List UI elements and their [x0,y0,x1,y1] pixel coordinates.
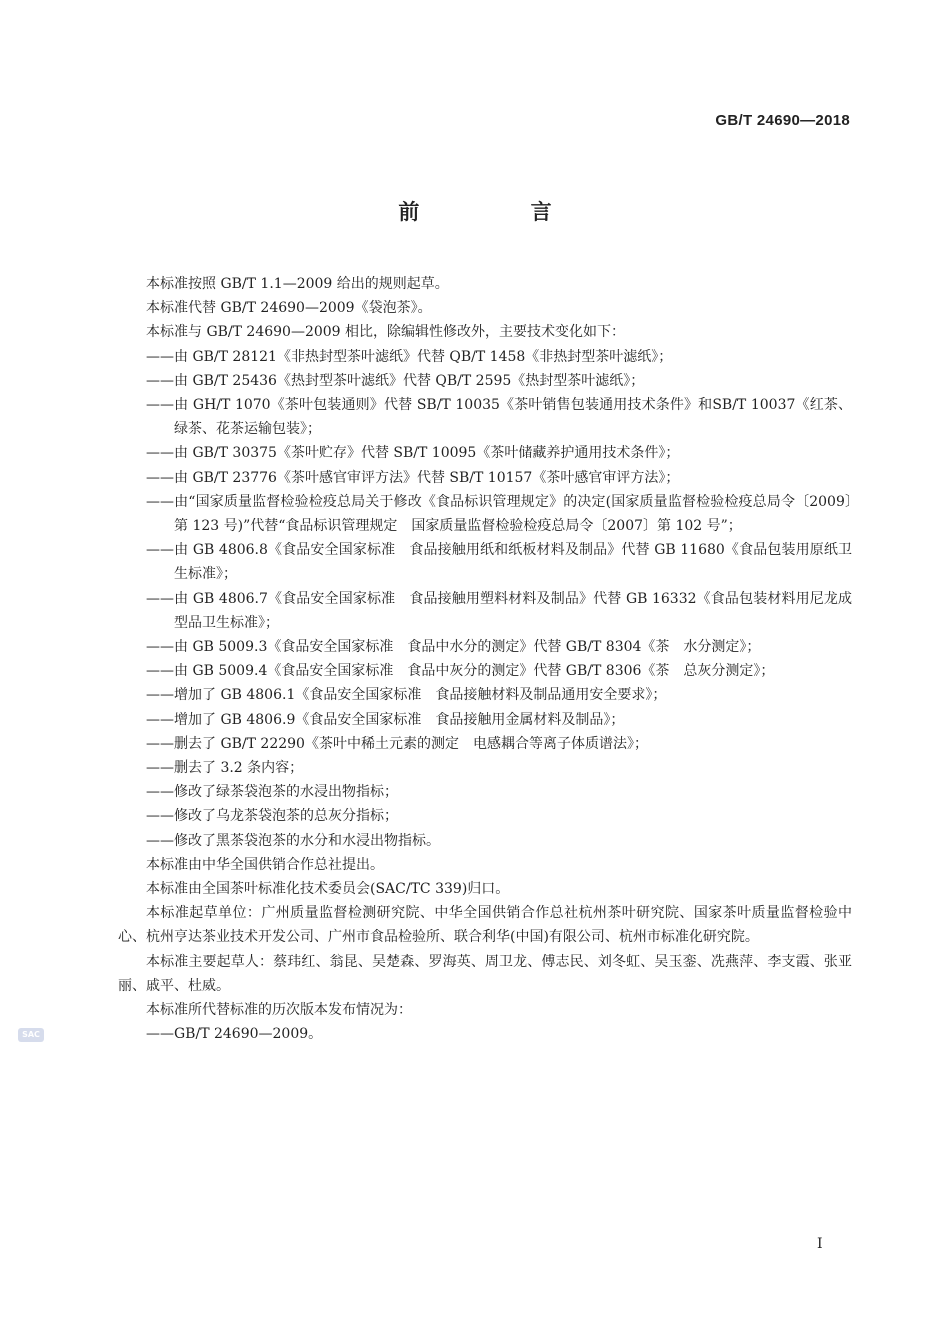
intro-paragraph: 本标准按照 GB/T 1.1—2009 给出的规则起草。 [146,276,449,292]
change-item: ——由 GB 4806.7《食品安全国家标准 食品接触用塑料材料及制品》代替 GB 16332《食品包装材料用尼龙成型品卫生标准》； [146,590,852,631]
history-intro-paragraph: 本标准所代替标准的历次版本发布情况为： [146,1002,412,1019]
change-item: ——增加了 GB 4806.1《食品安全国家标准 食品接触材料及制品通用安全要求》； [146,687,667,704]
change-item: ——删去了 GB/T 22290《茶叶中稀土元素的测定 电感耦合等离子体质谱法》； [146,735,648,752]
change-item: ——由 GB/T 25436《热封型茶叶滤纸》代替 QB/T 2595《热封型茶叶滤纸》； [146,372,645,389]
change-item: ——修改了绿茶袋泡茶的水浸出物指标； [146,784,398,801]
change-item: ——修改了乌龙茶袋泡茶的总灰分指标； [146,808,398,825]
change-item: ——由 GH/T 1070《茶叶包装通则》代替 SB/T 10035《茶叶销售包装通用技术条件》和SB/T 10037《红茶、绿茶、花茶运输包装》； [146,397,852,438]
change-item: ——增加了 GB 4806.9《食品安全国家标准 食品接触用金属材料及制品》； [146,711,625,728]
change-item: ——由 GB/T 23776《茶叶感官审评方法》代替 SB/T 10157《茶叶感官审评方法》； [146,469,680,486]
foreword-body [118,272,852,1047]
centralized-by-paragraph: 本标准由全国茶叶标准化技术委员会(SAC/TC 339)归口。 [146,881,510,898]
history-item: ——GB/T 24690—2009。 [146,1026,323,1043]
change-item: ——由 GB 5009.4《食品安全国家标准 食品中灰分的测定》代替 GB/T 8306《茶 总灰分测定》； [146,663,775,680]
drafters-paragraph: 本标准主要起草人：蔡玮红、翁昆、吴楚森、罗海英、周卫龙、傅志民、刘冬虹、吴玉銮、冼燕萍、李支霞、张亚丽、戚平、杜威。 [118,953,852,994]
page-title: 前 言 [398,200,604,224]
change-item: ——由 GB 4806.8《食品安全国家标准 食品接触用纸和纸板材料及制品》代替 GB 11680《食品包装用原纸卫生标准》； [146,542,852,583]
change-item: ——由 GB/T 30375《茶叶贮存》代替 SB/T 10095《茶叶储藏养护通用技术条件》； [146,445,680,462]
standard-code: GB/T 24690—2018 [715,112,850,129]
change-item: ——由“国家质量监督检验检疫总局关于修改《食品标识管理规定》的决定(国家质量监督检验检疫总局令〔2009〕第 123 号)”代替“食品标识管理规定 国家质量监督检验检疫总局令〔2007〕第 102 号”； [146,493,852,535]
proposed-by-paragraph: 本标准由中华全国供销合作总社提出。 [146,856,384,873]
sac-watermark-logo: SAC [18,1028,44,1042]
intro-paragraph: 本标准与 GB/T 24690—2009 相比，除编辑性修改外，主要技术变化如下： [146,324,626,341]
change-item: ——由 GB/T 28121《非热封型茶叶滤纸》代替 QB/T 1458《非热封型茶叶滤纸》； [146,348,673,365]
change-item: ——修改了黑茶袋泡茶的水分和水浸出物指标。 [146,832,440,849]
page-number: I [817,1236,823,1252]
intro-paragraph: 本标准代替 GB/T 24690—2009《袋泡茶》。 [146,300,432,317]
drafting-units-paragraph: 本标准起草单位：广州质量监督检测研究院、中华全国供销合作总社杭州茶叶研究院、国家茶叶质量监督检验中心、杭州亨达茶业技术开发公司、广州市食品检验所、联合利华(中国)有限公司、杭州市标准化研究院。 [118,905,852,946]
change-item: ——删去了 3.2 条内容； [146,760,304,777]
change-item: ——由 GB 5009.3《食品安全国家标准 食品中水分的测定》代替 GB/T 8304《茶 水分测定》； [146,639,761,656]
